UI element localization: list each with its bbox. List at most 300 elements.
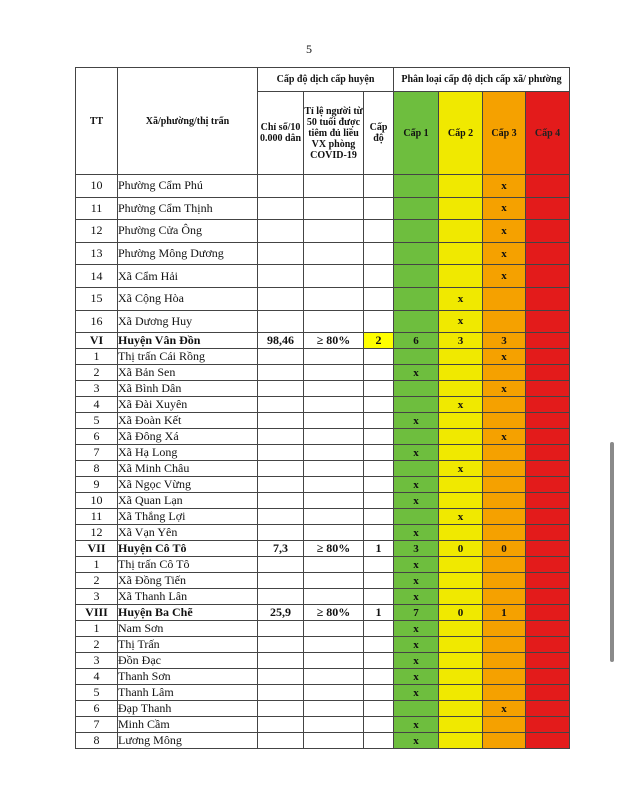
cell-cap3 xyxy=(483,557,526,573)
cell-level: 2 xyxy=(364,333,394,349)
cell-tt: 6 xyxy=(76,701,118,717)
cell-cap2 xyxy=(439,685,483,701)
cell-vaccine xyxy=(304,287,364,310)
cell-cap4 xyxy=(526,197,570,220)
cell-cap1: x xyxy=(394,733,439,749)
header-index: Chỉ số/10 0.000 dân xyxy=(258,92,304,175)
cell-name: Xã Ngọc Vừng xyxy=(118,477,258,493)
cell-cap1: x xyxy=(394,477,439,493)
cell-cap1: x xyxy=(394,365,439,381)
table-row xyxy=(76,310,570,333)
cell-index xyxy=(258,509,304,525)
cell-name: Xã Cẩm Hải xyxy=(118,265,258,288)
table-row xyxy=(76,349,570,365)
cell-cap4 xyxy=(526,429,570,445)
cell-vaccine xyxy=(304,310,364,333)
cell-cap4 xyxy=(526,493,570,509)
cell-cap3 xyxy=(483,525,526,541)
cell-cap2 xyxy=(439,493,483,509)
table-row xyxy=(76,701,570,717)
cell-cap2 xyxy=(439,349,483,365)
cell-index xyxy=(258,197,304,220)
cell-vaccine xyxy=(304,445,364,461)
cell-cap4 xyxy=(526,333,570,349)
cell-level xyxy=(364,557,394,573)
cell-tt: 5 xyxy=(76,685,118,701)
cell-cap4 xyxy=(526,621,570,637)
cell-cap3: x xyxy=(483,175,526,198)
cell-cap2 xyxy=(439,637,483,653)
cell-cap1 xyxy=(394,265,439,288)
table-row xyxy=(76,220,570,243)
cell-cap2 xyxy=(439,429,483,445)
cell-cap4 xyxy=(526,381,570,397)
cell-vaccine xyxy=(304,701,364,717)
cell-cap3 xyxy=(483,621,526,637)
cell-cap4 xyxy=(526,445,570,461)
cell-cap4 xyxy=(526,637,570,653)
cell-cap1 xyxy=(394,397,439,413)
covid-level-table xyxy=(75,67,570,749)
cell-cap1: x xyxy=(394,717,439,733)
cell-cap4 xyxy=(526,477,570,493)
cell-index xyxy=(258,461,304,477)
cell-cap3 xyxy=(483,717,526,733)
cell-cap1 xyxy=(394,175,439,198)
cell-cap2: x xyxy=(439,397,483,413)
cell-cap3: x xyxy=(483,220,526,243)
table-row xyxy=(76,717,570,733)
cell-cap4 xyxy=(526,242,570,265)
cell-cap1: x xyxy=(394,589,439,605)
cell-vaccine xyxy=(304,589,364,605)
cell-tt: 16 xyxy=(76,310,118,333)
table-row xyxy=(76,557,570,573)
cell-cap2: 0 xyxy=(439,541,483,557)
table-row xyxy=(76,653,570,669)
cell-cap2: x xyxy=(439,310,483,333)
cell-vaccine xyxy=(304,413,364,429)
cell-level xyxy=(364,493,394,509)
cell-tt: 9 xyxy=(76,477,118,493)
cell-cap4 xyxy=(526,653,570,669)
cell-tt: 1 xyxy=(76,621,118,637)
cell-vaccine: ≥ 80% xyxy=(304,541,364,557)
cell-name: Phường Cửa Ông xyxy=(118,220,258,243)
cell-cap3 xyxy=(483,493,526,509)
cell-level xyxy=(364,365,394,381)
header-vaccine: Tỉ lệ người từ 50 tuổi được tiêm đủ liều VX phòng COVID-19 xyxy=(304,92,364,175)
cell-cap2 xyxy=(439,445,483,461)
cell-index xyxy=(258,287,304,310)
cell-vaccine: ≥ 80% xyxy=(304,605,364,621)
table-row xyxy=(76,461,570,477)
district-row xyxy=(76,541,570,557)
cell-cap4 xyxy=(526,589,570,605)
cell-tt: 2 xyxy=(76,573,118,589)
cell-cap4 xyxy=(526,541,570,557)
cell-vaccine: ≥ 80% xyxy=(304,333,364,349)
cell-level xyxy=(364,509,394,525)
cell-level xyxy=(364,477,394,493)
table-row xyxy=(76,445,570,461)
cell-tt: VIII xyxy=(76,605,118,621)
table-row xyxy=(76,197,570,220)
cell-vaccine xyxy=(304,557,364,573)
cell-cap2: x xyxy=(439,287,483,310)
cell-vaccine xyxy=(304,525,364,541)
cell-cap1: x xyxy=(394,525,439,541)
cell-name: Xã Minh Châu xyxy=(118,461,258,477)
cell-index xyxy=(258,557,304,573)
cell-level xyxy=(364,429,394,445)
cell-cap2 xyxy=(439,733,483,749)
cell-index xyxy=(258,381,304,397)
cell-cap3 xyxy=(483,733,526,749)
cell-tt: 15 xyxy=(76,287,118,310)
table-row xyxy=(76,265,570,288)
cell-index: 25,9 xyxy=(258,605,304,621)
cell-cap4 xyxy=(526,397,570,413)
cell-cap2: 3 xyxy=(439,333,483,349)
cell-cap1: x xyxy=(394,413,439,429)
cell-cap2 xyxy=(439,381,483,397)
cell-cap4 xyxy=(526,287,570,310)
header-cap4: Cấp 4 xyxy=(526,92,570,175)
table-row xyxy=(76,509,570,525)
cell-level: 1 xyxy=(364,605,394,621)
header-district-group: Cấp độ dịch cấp huyện xyxy=(258,68,394,92)
cell-cap2 xyxy=(439,242,483,265)
cell-tt: 12 xyxy=(76,220,118,243)
cell-vaccine xyxy=(304,397,364,413)
cell-level xyxy=(364,525,394,541)
cell-level xyxy=(364,717,394,733)
cell-index xyxy=(258,349,304,365)
cell-tt: 10 xyxy=(76,175,118,198)
cell-name: Xã Đông Xá xyxy=(118,429,258,445)
cell-name: Thanh Sơn xyxy=(118,669,258,685)
cell-tt: 3 xyxy=(76,653,118,669)
cell-level xyxy=(364,220,394,243)
cell-cap2 xyxy=(439,197,483,220)
cell-tt: 11 xyxy=(76,509,118,525)
cell-tt: 3 xyxy=(76,589,118,605)
cell-cap4 xyxy=(526,310,570,333)
cell-cap1 xyxy=(394,701,439,717)
cell-level xyxy=(364,573,394,589)
table-row xyxy=(76,573,570,589)
cell-cap3: x xyxy=(483,429,526,445)
cell-vaccine xyxy=(304,669,364,685)
cell-index xyxy=(258,525,304,541)
table-row xyxy=(76,637,570,653)
cell-index xyxy=(258,573,304,589)
cell-tt: 10 xyxy=(76,493,118,509)
cell-vaccine xyxy=(304,621,364,637)
cell-cap4 xyxy=(526,605,570,621)
cell-cap2 xyxy=(439,525,483,541)
cell-level xyxy=(364,381,394,397)
cell-vaccine xyxy=(304,197,364,220)
cell-level xyxy=(364,413,394,429)
cell-vaccine xyxy=(304,381,364,397)
cell-index xyxy=(258,717,304,733)
cell-vaccine xyxy=(304,573,364,589)
cell-vaccine xyxy=(304,637,364,653)
cell-tt: 7 xyxy=(76,717,118,733)
cell-cap3 xyxy=(483,573,526,589)
cell-vaccine xyxy=(304,461,364,477)
cell-cap2 xyxy=(439,365,483,381)
cell-tt: 4 xyxy=(76,397,118,413)
cell-level xyxy=(364,733,394,749)
cell-cap4 xyxy=(526,461,570,477)
header-cap3: Cấp 3 xyxy=(483,92,526,175)
cell-cap3 xyxy=(483,461,526,477)
cell-name: Huyện Ba Chẽ xyxy=(118,605,258,621)
cell-cap3: 1 xyxy=(483,605,526,621)
cell-tt: VII xyxy=(76,541,118,557)
cell-tt: 4 xyxy=(76,669,118,685)
cell-cap2 xyxy=(439,477,483,493)
cell-vaccine xyxy=(304,733,364,749)
cell-cap3 xyxy=(483,669,526,685)
cell-name: Thị trấn Cô Tô xyxy=(118,557,258,573)
cell-tt: 7 xyxy=(76,445,118,461)
cell-name: Xã Quan Lạn xyxy=(118,493,258,509)
cell-cap1: x xyxy=(394,669,439,685)
table-row xyxy=(76,287,570,310)
cell-cap4 xyxy=(526,413,570,429)
cell-name: Xã Bản Sen xyxy=(118,365,258,381)
cell-cap1: x xyxy=(394,445,439,461)
cell-cap1 xyxy=(394,461,439,477)
cell-cap1: x xyxy=(394,637,439,653)
cell-index xyxy=(258,493,304,509)
scrollbar[interactable] xyxy=(610,442,614,662)
table-row xyxy=(76,477,570,493)
table-row xyxy=(76,413,570,429)
table-row xyxy=(76,669,570,685)
cell-level xyxy=(364,701,394,717)
header-commune-group: Phân loại cấp độ dịch cấp xã/ phường xyxy=(394,68,570,92)
cell-level xyxy=(364,242,394,265)
table-row xyxy=(76,242,570,265)
cell-cap3 xyxy=(483,653,526,669)
cell-level xyxy=(364,637,394,653)
cell-name: Xã Đài Xuyên xyxy=(118,397,258,413)
cell-name: Xã Đoàn Kết xyxy=(118,413,258,429)
cell-name: Xã Hạ Long xyxy=(118,445,258,461)
cell-cap2 xyxy=(439,669,483,685)
cell-index xyxy=(258,445,304,461)
cell-vaccine xyxy=(304,493,364,509)
cell-cap4 xyxy=(526,365,570,381)
cell-cap2 xyxy=(439,621,483,637)
cell-index: 98,46 xyxy=(258,333,304,349)
table-header xyxy=(76,68,570,175)
cell-level xyxy=(364,669,394,685)
cell-cap4 xyxy=(526,573,570,589)
cell-cap3 xyxy=(483,445,526,461)
cell-cap1 xyxy=(394,429,439,445)
cell-cap1 xyxy=(394,287,439,310)
header-cap2: Cấp 2 xyxy=(439,92,483,175)
cell-name: Xã Thanh Lân xyxy=(118,589,258,605)
cell-cap1 xyxy=(394,310,439,333)
cell-index xyxy=(258,175,304,198)
cell-name: Huyện Vân Đồn xyxy=(118,333,258,349)
table-row xyxy=(76,429,570,445)
cell-index xyxy=(258,310,304,333)
cell-name: Xã Bình Dân xyxy=(118,381,258,397)
cell-vaccine xyxy=(304,242,364,265)
cell-tt: 12 xyxy=(76,525,118,541)
header-level: Cấp độ xyxy=(364,92,394,175)
cell-vaccine xyxy=(304,265,364,288)
cell-cap1: 3 xyxy=(394,541,439,557)
table-row xyxy=(76,685,570,701)
cell-level: 1 xyxy=(364,541,394,557)
cell-cap3: x xyxy=(483,265,526,288)
cell-cap2: x xyxy=(439,509,483,525)
cell-cap3: x xyxy=(483,701,526,717)
cell-cap1: x xyxy=(394,621,439,637)
cell-vaccine xyxy=(304,477,364,493)
cell-cap2 xyxy=(439,413,483,429)
cell-index xyxy=(258,477,304,493)
cell-level xyxy=(364,197,394,220)
cell-level xyxy=(364,287,394,310)
cell-name: Thanh Lâm xyxy=(118,685,258,701)
cell-index xyxy=(258,653,304,669)
cell-tt: 14 xyxy=(76,265,118,288)
cell-tt: 13 xyxy=(76,242,118,265)
cell-tt: 6 xyxy=(76,429,118,445)
cell-cap2 xyxy=(439,717,483,733)
cell-tt: VI xyxy=(76,333,118,349)
cell-index xyxy=(258,429,304,445)
cell-name: Nam Sơn xyxy=(118,621,258,637)
cell-name: Đồn Đạc xyxy=(118,653,258,669)
cell-cap2 xyxy=(439,265,483,288)
cell-tt: 11 xyxy=(76,197,118,220)
cell-vaccine xyxy=(304,349,364,365)
table-row xyxy=(76,525,570,541)
cell-cap3 xyxy=(483,589,526,605)
cell-cap1: x xyxy=(394,653,439,669)
cell-index xyxy=(258,589,304,605)
table-row xyxy=(76,621,570,637)
cell-cap4 xyxy=(526,175,570,198)
cell-vaccine xyxy=(304,509,364,525)
cell-cap1: x xyxy=(394,685,439,701)
cell-cap3 xyxy=(483,477,526,493)
cell-name: Phường Cẩm Thịnh xyxy=(118,197,258,220)
cell-index xyxy=(258,397,304,413)
table-body xyxy=(76,175,570,749)
cell-vaccine xyxy=(304,220,364,243)
cell-level xyxy=(364,461,394,477)
cell-cap3: 3 xyxy=(483,333,526,349)
cell-cap3: x xyxy=(483,381,526,397)
cell-cap3 xyxy=(483,287,526,310)
cell-cap2 xyxy=(439,557,483,573)
table-row xyxy=(76,381,570,397)
district-row xyxy=(76,333,570,349)
table-row xyxy=(76,365,570,381)
table-row xyxy=(76,175,570,198)
cell-name: Thị Trấn xyxy=(118,637,258,653)
cell-cap1 xyxy=(394,220,439,243)
cell-index: 7,3 xyxy=(258,541,304,557)
cell-vaccine xyxy=(304,685,364,701)
cell-cap4 xyxy=(526,717,570,733)
cell-tt: 1 xyxy=(76,557,118,573)
cell-name: Minh Cầm xyxy=(118,717,258,733)
cell-level xyxy=(364,589,394,605)
cell-vaccine xyxy=(304,653,364,669)
cell-level xyxy=(364,621,394,637)
cell-cap1: 6 xyxy=(394,333,439,349)
header-tt: TT xyxy=(76,68,118,175)
cell-cap2: 0 xyxy=(439,605,483,621)
cell-cap2 xyxy=(439,653,483,669)
header-cap1: Cấp 1 xyxy=(394,92,439,175)
cell-level xyxy=(364,445,394,461)
cell-name: Phường Mông Dương xyxy=(118,242,258,265)
cell-cap1 xyxy=(394,381,439,397)
cell-name: Huyện Cô Tô xyxy=(118,541,258,557)
header-name: Xã/phường/thị trấn xyxy=(118,68,258,175)
page-number: 5 xyxy=(306,42,312,56)
cell-cap3: x xyxy=(483,349,526,365)
cell-index xyxy=(258,637,304,653)
cell-cap3 xyxy=(483,413,526,429)
cell-cap2 xyxy=(439,573,483,589)
cell-cap3: x xyxy=(483,197,526,220)
cell-cap4 xyxy=(526,220,570,243)
cell-cap3 xyxy=(483,365,526,381)
cell-vaccine xyxy=(304,175,364,198)
cell-index xyxy=(258,265,304,288)
cell-index xyxy=(258,365,304,381)
cell-cap2 xyxy=(439,701,483,717)
cell-cap4 xyxy=(526,509,570,525)
cell-tt: 2 xyxy=(76,637,118,653)
cell-cap4 xyxy=(526,525,570,541)
cell-cap3 xyxy=(483,509,526,525)
cell-index xyxy=(258,621,304,637)
cell-cap3: x xyxy=(483,242,526,265)
cell-tt: 1 xyxy=(76,349,118,365)
cell-vaccine xyxy=(304,717,364,733)
cell-name: Phường Cẩm Phú xyxy=(118,175,258,198)
cell-level xyxy=(364,685,394,701)
cell-tt: 2 xyxy=(76,365,118,381)
cell-index xyxy=(258,701,304,717)
cell-cap3 xyxy=(483,685,526,701)
table-row xyxy=(76,733,570,749)
cell-name: Xã Thắng Lợi xyxy=(118,509,258,525)
cell-index xyxy=(258,685,304,701)
cell-cap1: 7 xyxy=(394,605,439,621)
cell-cap1 xyxy=(394,349,439,365)
cell-cap3 xyxy=(483,397,526,413)
cell-name: Xã Vạn Yên xyxy=(118,525,258,541)
cell-tt: 5 xyxy=(76,413,118,429)
